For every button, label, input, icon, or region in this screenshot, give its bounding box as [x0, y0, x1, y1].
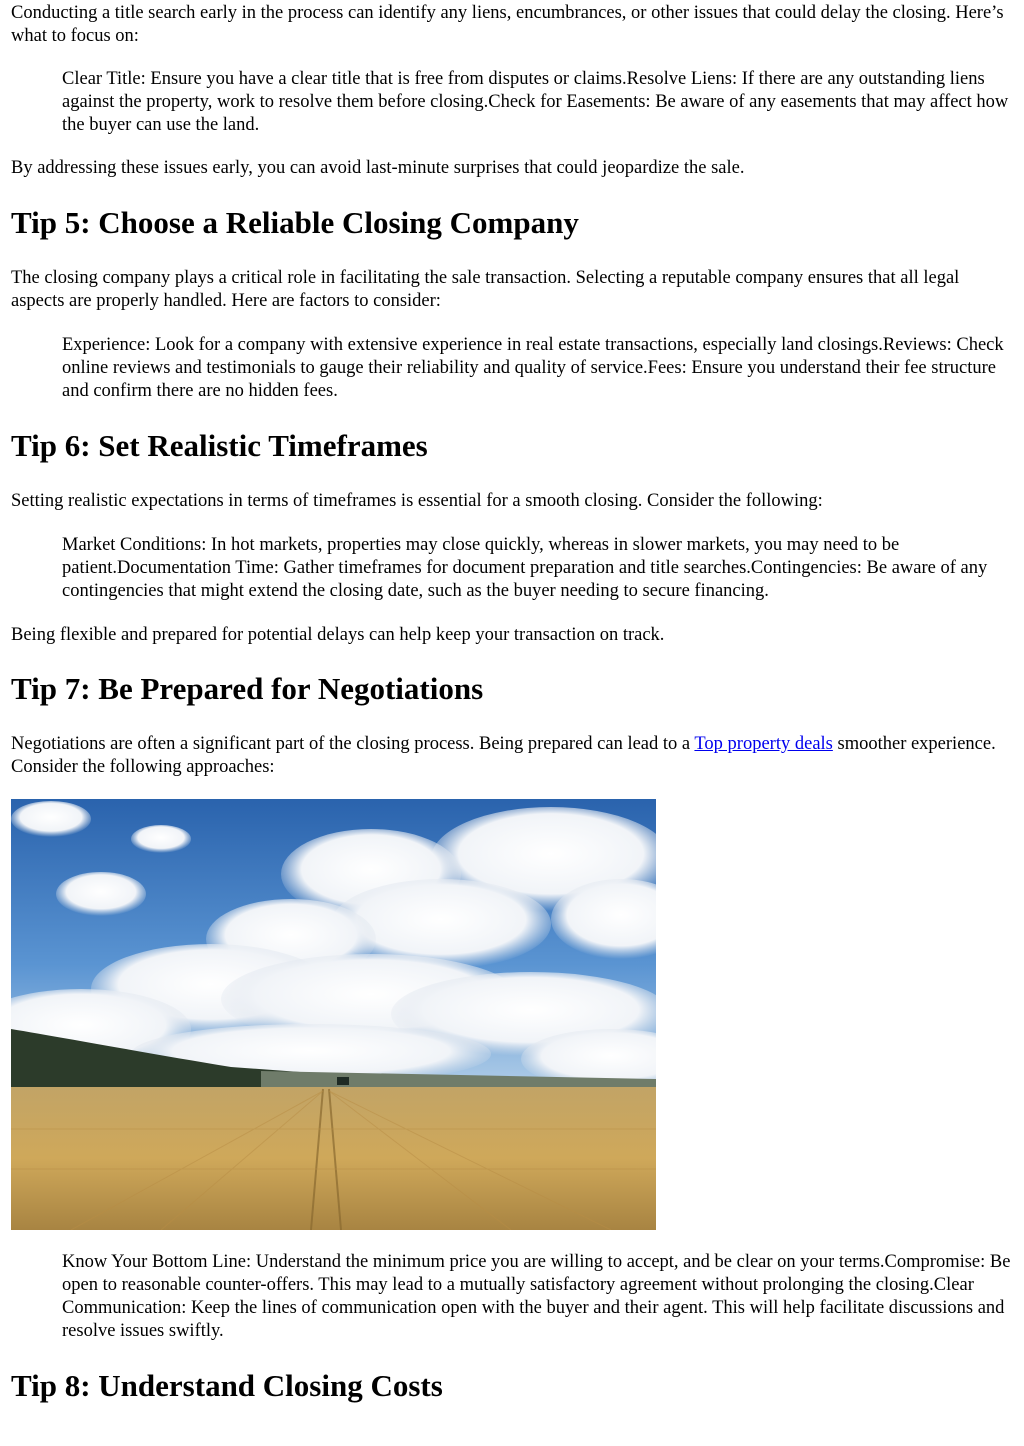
- title-checklist: Clear Title: Ensure you have a clear title that is free from disputes or claims.Resolve Liens: If there are any outstanding liens against the property, work to resolve them before closing.Check for Easements: Be aware of any easements that may affect how the buyer can use the land.: [62, 69, 1009, 135]
- tip7-intro-paragraph: [11, 733, 1013, 779]
- tip7-intro-text-end: smoother experience. Consider the following approaches:: [11, 734, 996, 777]
- intro-paragraph: Conducting a title search early in the process can identify any liens, encumbrances, or other issues that could delay the closing. Here’s what to focus on:: [11, 3, 1004, 46]
- tip5-heading: Tip 5: Choose a Reliable Closing Company: [11, 205, 579, 240]
- tip7-intro-text: Negotiations are often a significant part of the closing process. Being prepared can lead to a: [11, 734, 695, 754]
- tip5-intro-paragraph: The closing company plays a critical role in facilitating the sale transaction. Selecting a reputable company ensures that all legal aspects are properly handled. Here are factors to consider:: [11, 268, 960, 311]
- tip5-checklist: Experience: Look for a company with extensive experience in real estate transactions, especially land closings.Reviews: Check online reviews and testimonials to gauge their reliability and quality of service.Fees: Ensure you understand their fee structure and confirm there are no hidden fees.: [62, 335, 1004, 401]
- tip6-intro-paragraph: Setting realistic expectations in terms of timeframes is essential for a smooth closing. Consider the following:: [11, 491, 823, 511]
- wheat-field-photo: [11, 799, 656, 1230]
- title-outro-paragraph: By addressing these issues early, you can avoid last-minute surprises that could jeopardize the sale.: [11, 158, 745, 178]
- tip6-heading: Tip 6: Set Realistic Timeframes: [11, 428, 428, 463]
- tip7-heading: Tip 7: Be Prepared for Negotiations: [11, 671, 484, 706]
- tip6-outro-paragraph: Being flexible and prepared for potential delays can help keep your transaction on track.: [11, 625, 665, 645]
- tip8-heading: Tip 8: Understand Closing Costs: [11, 1368, 443, 1403]
- top-property-deals-link[interactable]: Top property deals: [694, 734, 833, 754]
- tip6-checklist: Market Conditions: In hot markets, properties may close quickly, whereas in slower markets, you may need to be patient.Documentation Time: Gather timeframes for document preparation and title searches.Contingencies: Be aware of any contingencies that might extend the closing date, such as the buyer needing to secure financing.: [62, 535, 988, 601]
- tip7-checklist: Know Your Bottom Line: Understand the minimum price you are willing to accept, and be clear on your terms.Compromise: Be open to reasonable counter-offers. This may lead to a mutually satisfactory agreement without prolonging the closing.Clear Communication: Keep the lines of communication open with the buyer and their agent. This will help facilitate discussions and resolve issues swiftly.: [62, 1252, 1011, 1341]
